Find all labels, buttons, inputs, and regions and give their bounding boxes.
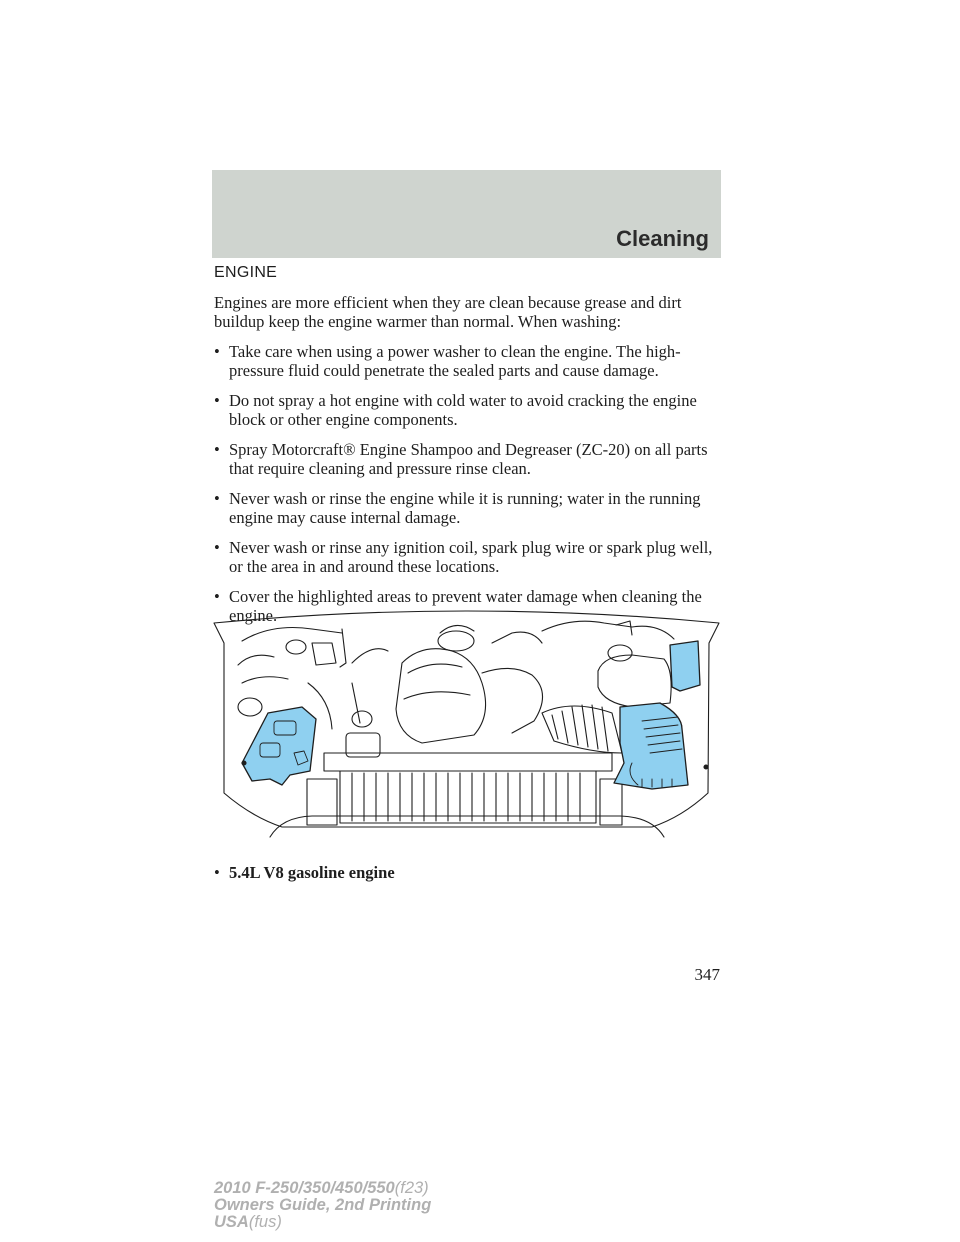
bullet-icon: • xyxy=(214,391,220,410)
bullet-icon: • xyxy=(214,863,220,882)
fuse-box-highlight xyxy=(614,703,688,789)
footer-line-3 xyxy=(214,1214,431,1231)
footer-line-1 xyxy=(214,1180,431,1197)
section-heading: ENGINE xyxy=(214,264,278,281)
engine-compartment-illustration xyxy=(212,603,721,843)
footer-model-code: (f23) xyxy=(394,1179,429,1197)
list-item xyxy=(214,440,724,478)
list-item-text: Never wash or rinse the engine while it is running; water in the running engine may cause internal damage. xyxy=(229,489,701,527)
list-item-text: Spray Motorcraft® Engine Shampoo and Degreaser (ZC-20) on all parts that require cleaning and pressure rinse clean. xyxy=(229,440,708,478)
bullet-icon: • xyxy=(214,538,220,557)
reservoir-icon xyxy=(542,621,674,707)
list-item xyxy=(214,489,724,527)
list-item xyxy=(214,391,724,429)
page-number: 347 xyxy=(694,965,720,984)
cleaning-instructions-list xyxy=(214,342,724,625)
list-item-text: Cover the highlighted areas to prevent water damage when cleaning the engine. xyxy=(229,587,702,625)
list-item xyxy=(214,538,724,576)
bullet-icon: • xyxy=(214,489,220,508)
footer-region-code: (fus) xyxy=(248,1213,282,1231)
radiator-icon xyxy=(307,753,622,825)
section-header-band xyxy=(212,170,721,258)
page-content xyxy=(214,263,724,636)
engine-intake-icon xyxy=(396,625,543,743)
list-item xyxy=(214,342,724,380)
footer-model: 2010 F-250/350/450/550 xyxy=(214,1179,395,1197)
bullet-icon: • xyxy=(214,440,220,459)
section-title: Cleaning xyxy=(616,226,709,251)
ignition-highlight xyxy=(670,641,700,691)
battery-highlight xyxy=(242,707,316,785)
list-item-text: Do not spray a hot engine with cold water to avoid cracking the engine block or other engine components. xyxy=(229,391,697,429)
document-footer xyxy=(214,1180,431,1231)
caption-text: 5.4L V8 gasoline engine xyxy=(229,863,395,882)
footer-region: USA xyxy=(214,1213,249,1231)
bullet-icon: • xyxy=(214,587,220,606)
intro-paragraph: Engines are more efficient when they are clean because grease and dirt buildup keep the engine warmer than normal. When washing: xyxy=(214,293,682,331)
list-item-text: Take care when using a power washer to clean the engine. The high-pressure fluid could penetrate the sealed parts and cause damage. xyxy=(229,342,681,380)
figure-caption xyxy=(214,863,395,883)
air-intake-duct-icon xyxy=(542,705,622,753)
footer-line-2: Owners Guide, 2nd Printing xyxy=(214,1196,432,1214)
list-item-text: Never wash or rinse any ignition coil, spark plug wire or spark plug well, or the area in and around these locations. xyxy=(229,538,713,576)
bullet-icon: • xyxy=(214,342,220,361)
